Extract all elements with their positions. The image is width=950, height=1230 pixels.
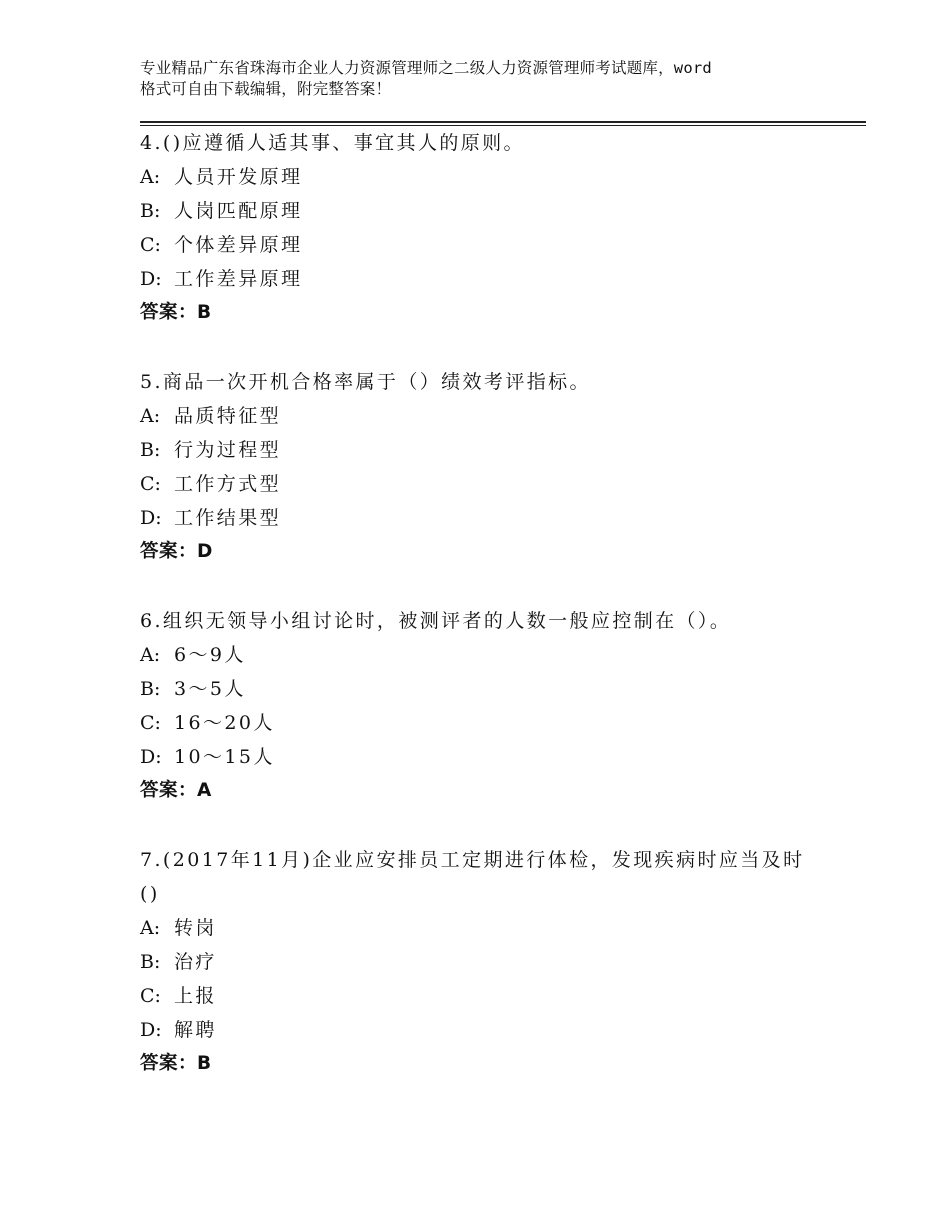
answer: 答案：D xyxy=(140,541,213,562)
option-b xyxy=(140,194,830,228)
option-c xyxy=(140,706,830,740)
question-stem: 7.(2017年11月)企业应安排员工定期进行体检，发现疾病时应当及时() xyxy=(140,849,805,905)
option-d xyxy=(140,262,830,296)
option-key: C: xyxy=(140,473,161,495)
option-key: A: xyxy=(140,166,161,188)
option-text: 治疗 xyxy=(174,951,217,973)
option-key: C: xyxy=(140,985,161,1007)
option-text: 6～9人 xyxy=(174,644,246,666)
question-7 xyxy=(140,843,830,1081)
option-text: 转岗 xyxy=(174,917,217,939)
question-stem: 5.商品一次开机合格率属于（）绩效考评指标。 xyxy=(140,371,591,393)
option-key: C: xyxy=(140,712,161,734)
option-a xyxy=(140,638,830,672)
option-c xyxy=(140,228,830,262)
header-title-line-1: 专业精品广东省珠海市企业人力资源管理师之二级人力资源管理师考试题库，word xyxy=(140,59,712,77)
header-title-line-2: 格式可自由下载编辑，附完整答案！ xyxy=(140,80,392,98)
document-header xyxy=(140,58,830,100)
option-text: 品质特征型 xyxy=(174,405,282,427)
option-d xyxy=(140,501,830,535)
option-a xyxy=(140,399,830,433)
option-d xyxy=(140,740,830,774)
option-key: D: xyxy=(140,746,162,768)
option-d xyxy=(140,1013,830,1047)
question-5 xyxy=(140,365,830,569)
option-key: A: xyxy=(140,917,161,939)
header-rule-thick xyxy=(140,121,866,123)
option-a xyxy=(140,160,830,194)
option-b xyxy=(140,672,830,706)
question-4 xyxy=(140,126,830,330)
option-key: D: xyxy=(140,1019,162,1041)
option-key: C: xyxy=(140,234,161,256)
option-text: 人岗匹配原理 xyxy=(174,200,303,222)
option-b xyxy=(140,433,830,467)
option-key: B: xyxy=(140,439,161,461)
option-b xyxy=(140,945,830,979)
option-key: B: xyxy=(140,200,161,222)
answer: 答案：B xyxy=(140,302,212,323)
question-6 xyxy=(140,604,830,808)
question-stem: 6.组织无领导小组讨论时，被测评者的人数一般应控制在（）。 xyxy=(140,610,732,632)
option-c xyxy=(140,467,830,501)
option-a xyxy=(140,911,830,945)
option-key: B: xyxy=(140,678,161,700)
option-c xyxy=(140,979,830,1013)
answer: 答案：B xyxy=(140,1053,212,1074)
option-key: A: xyxy=(140,405,161,427)
option-text: 人员开发原理 xyxy=(174,166,303,188)
option-text: 3～5人 xyxy=(174,678,246,700)
option-text: 工作方式型 xyxy=(174,473,282,495)
option-text: 16～20人 xyxy=(174,712,275,734)
option-text: 上报 xyxy=(174,985,217,1007)
option-key: B: xyxy=(140,951,161,973)
answer: 答案：A xyxy=(140,780,212,801)
option-text: 解聘 xyxy=(174,1019,217,1041)
option-text: 个体差异原理 xyxy=(174,234,303,256)
option-text: 工作差异原理 xyxy=(174,268,303,290)
option-text: 10～15人 xyxy=(174,746,275,768)
option-key: A: xyxy=(140,644,161,666)
option-text: 行为过程型 xyxy=(174,439,282,461)
question-stem: 4.()应遵循人适其事、事宜其人的原则。 xyxy=(140,132,525,154)
option-key: D: xyxy=(140,268,162,290)
option-key: D: xyxy=(140,507,162,529)
option-text: 工作结果型 xyxy=(174,507,282,529)
